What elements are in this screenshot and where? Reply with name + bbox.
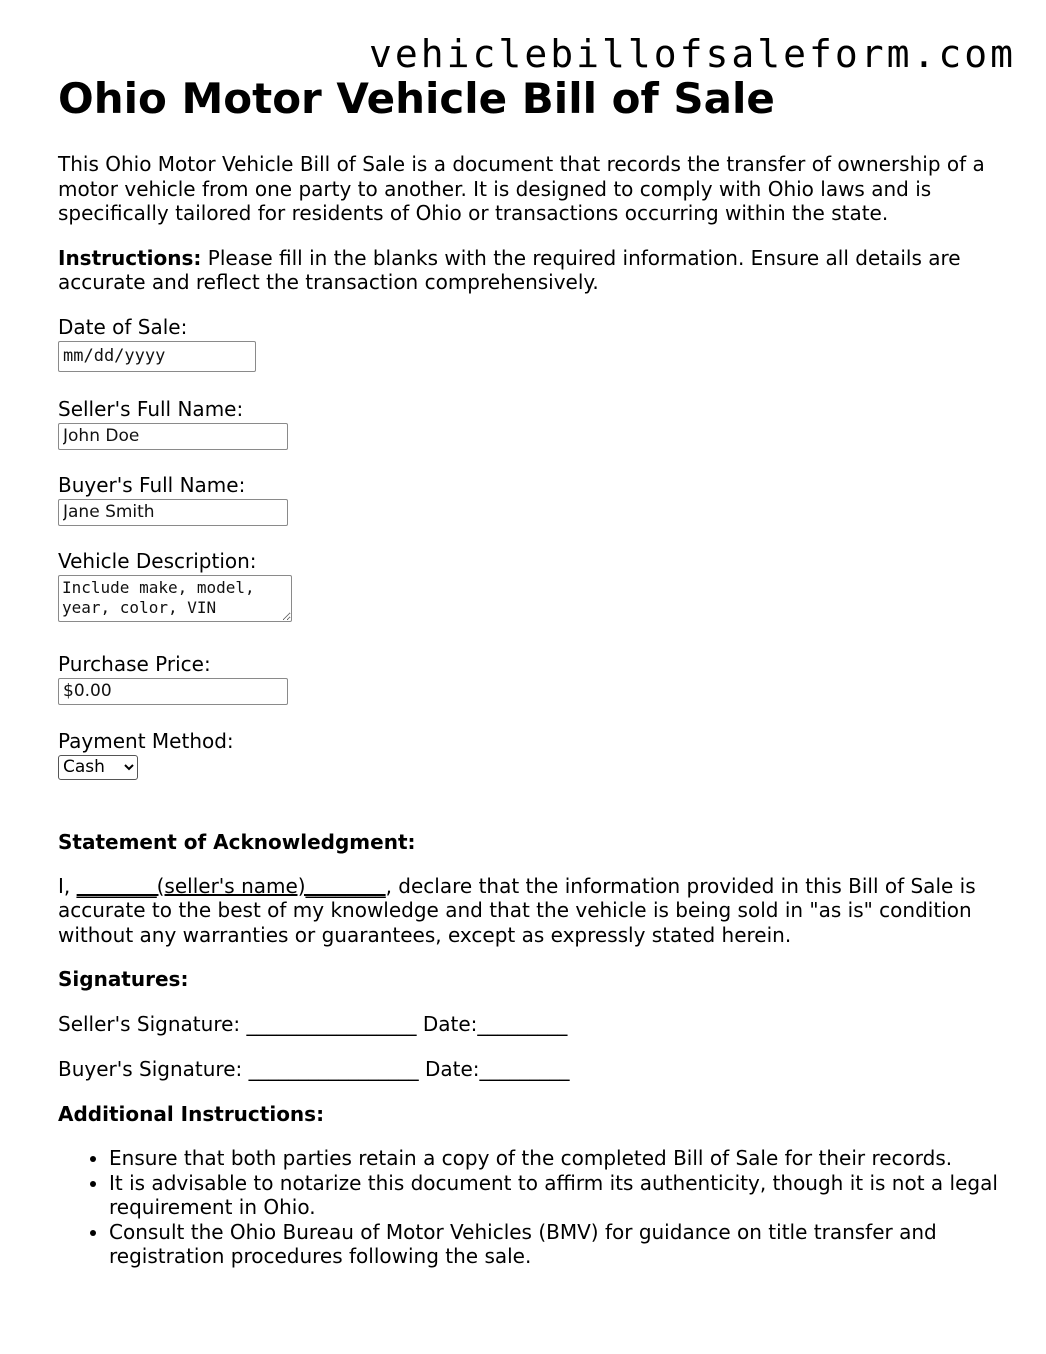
signatures-heading: Signatures: — [58, 967, 189, 991]
date-of-sale-field — [58, 315, 998, 372]
acknowledgment-text — [58, 874, 998, 948]
buyer-name-input[interactable] — [58, 499, 288, 526]
intro-paragraph: This Ohio Motor Vehicle Bill of Sale is a document that records the transfer of ownership of a motor vehicle from one party to another. It is designed to comply with Ohio laws and is specifically tailored for residents of Ohio or transactions occurring within the state. — [58, 152, 985, 225]
purchase-price-input[interactable] — [58, 678, 288, 705]
bill-of-sale-document — [58, 74, 998, 1269]
payment-method-select[interactable] — [58, 755, 138, 780]
instructions-text: Please fill in the blanks with the required information. Ensure all details are accurate and reflect the transaction comprehensively. — [58, 245, 961, 294]
acknowledgment-heading: Statement of Acknowledgment: — [58, 829, 416, 854]
date-of-sale-input[interactable] — [58, 341, 256, 372]
list-item: • Consult the Ohio Bureau of Motor Vehicles (BMV) for guidance on title transfer and registration procedures following the sale. — [109, 1220, 998, 1269]
additional-instructions-heading: Additional Instructions: — [58, 1102, 325, 1126]
seller-signature-line: Seller's Signature: _________________ Date:_________ — [58, 1012, 568, 1036]
date-of-sale-label: Date of Sale: — [58, 314, 188, 339]
acknowledgment-body: , declare that the information provided in this Bill of Sale is accurate to the best of my knowledge and that the vehicle is being sold in "as is" condition without any warranties or guarantees, except as expressly stated herein. — [58, 873, 976, 947]
buyer-signature-line: Buyer's Signature: _________________ Date:_________ — [58, 1057, 570, 1081]
list-item: • Ensure that both parties retain a copy of the completed Bill of Sale for their records. — [109, 1146, 998, 1171]
seller-name-label: Seller's Full Name: — [58, 396, 244, 421]
vehicle-description-field — [58, 549, 998, 622]
buyer-name-label: Buyer's Full Name: — [58, 472, 246, 497]
buyer-name-field — [58, 473, 998, 526]
vehicle-description-textarea[interactable] — [58, 575, 292, 622]
payment-method-label: Payment Method: — [58, 728, 234, 753]
list-item: • It is advisable to notarize this document to affirm its authenticity, though it is not a legal requirement in Ohio. — [109, 1171, 998, 1220]
payment-method-field — [58, 729, 998, 780]
purchase-price-field — [58, 652, 998, 705]
seller-name-input[interactable] — [58, 423, 288, 450]
seller-name-blank: ________(seller's name)________ — [76, 873, 386, 898]
instructions-label: Instructions: — [58, 245, 202, 270]
seller-name-field — [58, 397, 998, 450]
site-watermark: vehiclebillofsaleform.com — [369, 32, 1016, 76]
additional-instructions-list — [58, 1146, 998, 1269]
instructions-paragraph — [58, 246, 998, 295]
acknowledgment-prefix: I, — [58, 873, 77, 898]
purchase-price-label: Purchase Price: — [58, 651, 211, 676]
page-title: Ohio Motor Vehicle Bill of Sale — [58, 74, 775, 123]
vehicle-description-label: Vehicle Description: — [58, 548, 257, 573]
